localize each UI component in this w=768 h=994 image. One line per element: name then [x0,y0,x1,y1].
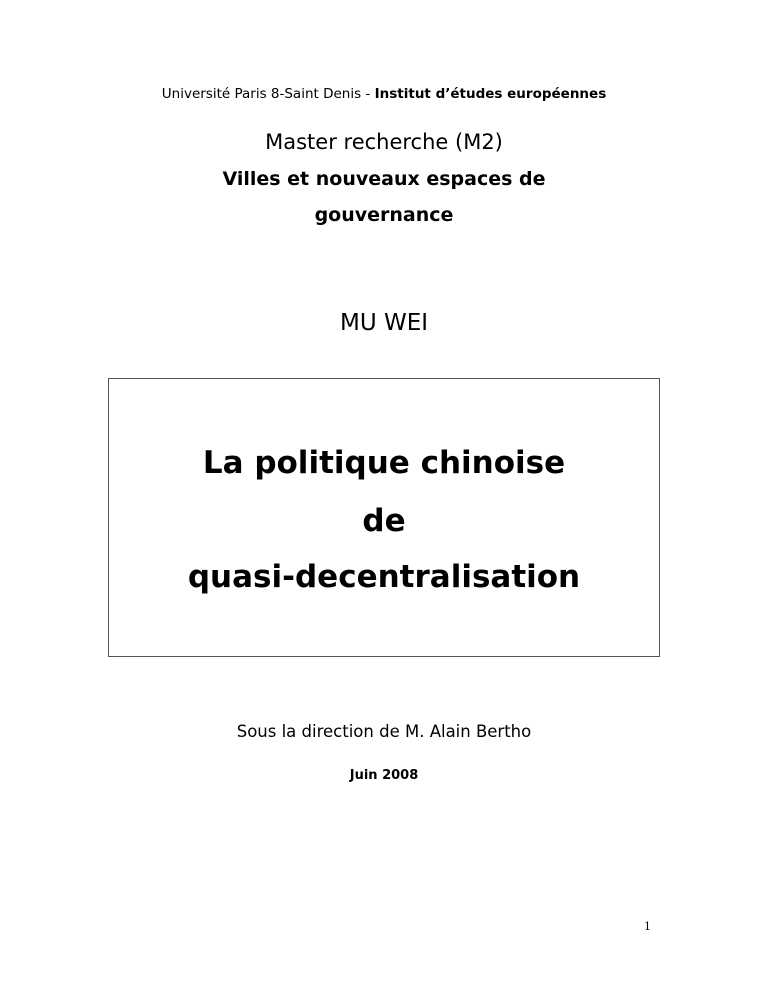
university-name: Université Paris 8-Saint Denis - [161,86,375,102]
author-name: MU WEI [339,310,429,336]
institution-line [0,86,768,102]
thesis-title-box [108,378,660,657]
date: Juin 2008 [349,768,419,783]
supervisor-line: Sous la direction de M. Alain Bertho [236,722,532,741]
thesis-title-line-3: quasi-decentralisation [187,559,581,595]
institute-name: Institut d’études européennes [374,86,607,102]
page-number: 1 [644,920,651,933]
thesis-title-line-1: La politique chinoise [202,445,566,481]
program-title-line-1: Villes et nouveaux espaces de [222,168,546,190]
degree-title: Master recherche (M2) [265,130,503,154]
program-title-line-2: gouvernance [314,204,454,226]
thesis-title-line-2: de [362,503,406,539]
